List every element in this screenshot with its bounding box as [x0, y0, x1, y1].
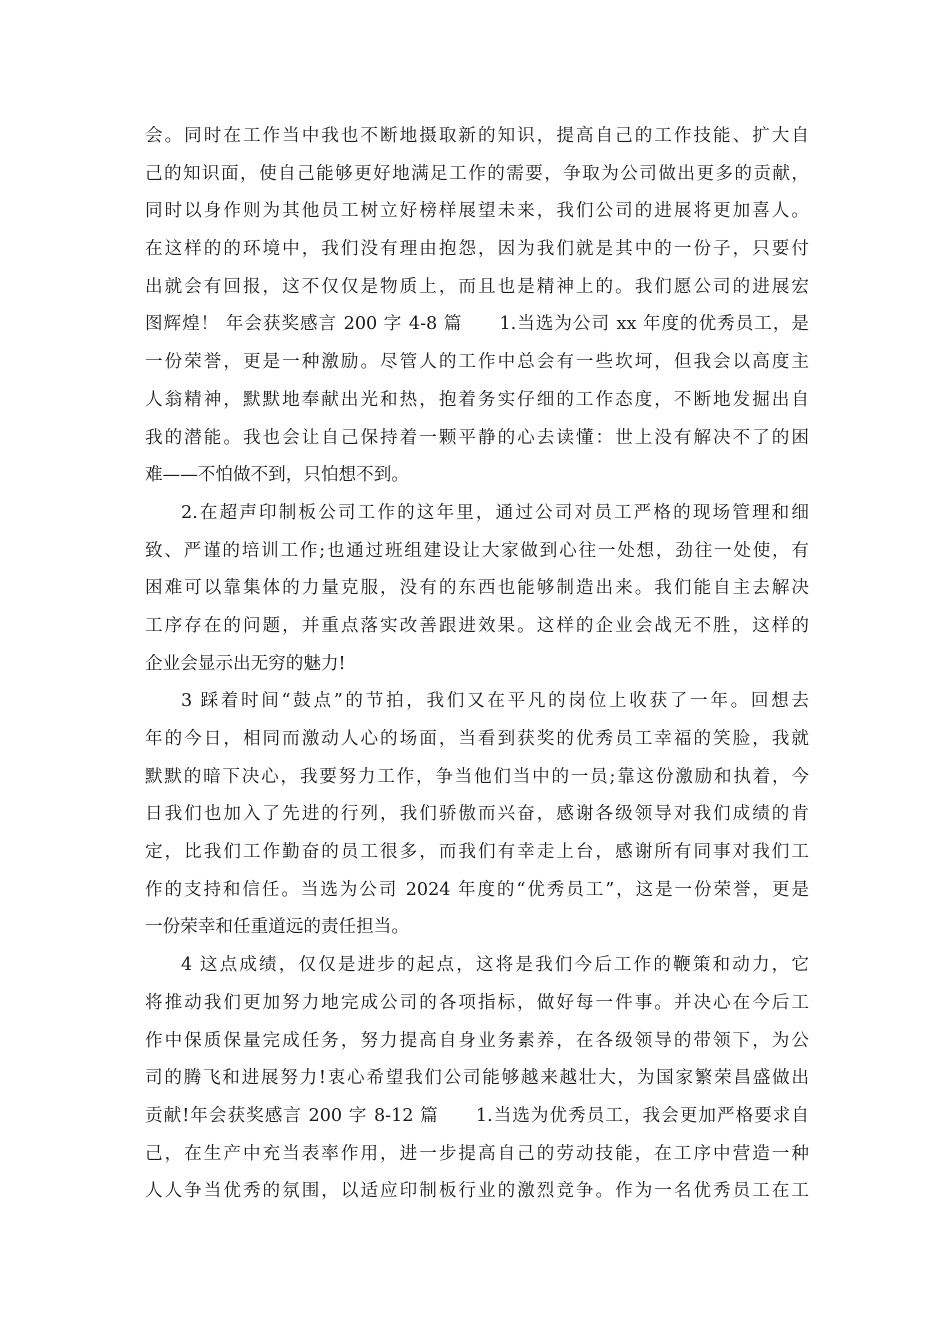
document-body [145, 118, 809, 1211]
text-line: 贡献!年会获奖感言 200 字 8-12 篇 1.当选为优秀员工，我会更加严格要求自 [145, 1105, 809, 1126]
text-line: 定，比我们工作勤奋的员工很多，而我们有幸走上台，感谢所有同事对我们工 [145, 842, 809, 863]
text-line: 难——不怕做不到，只怕想不到。 [145, 465, 409, 486]
text-line: 工序存在的问题，并重点落实改善跟进效果。这样的企业会战无不胜，这样的 [145, 615, 809, 636]
text-line: 2.在超声印制板公司工作的这年里，通过公司对员工严格的现场管理和细 [181, 502, 809, 523]
text-line: 企业会显示出无穷的魅力! [145, 653, 346, 674]
text-line: 一份荣幸和任重道远的责任担当。 [145, 917, 409, 938]
text-line: 我的潜能。我也会让自己保持着一颗平静的心去读懂：世上没有解决不了的困 [145, 427, 809, 448]
text-line: 会。同时在工作当中我也不断地摄取新的知识，提高自己的工作技能、扩大自 [145, 126, 809, 146]
text-line: 司的腾飞和进展努力!衷心希望我们公司能够越来越壮大，为国家繁荣昌盛做出 [145, 1068, 809, 1089]
text-line: 在这样的的环境中，我们没有理由抱怨，因为我们就是其中的一份子，只要付 [145, 239, 809, 260]
text-line: 默默的暗下决心，我要努力工作，争当他们当中的一员;靠这份激励和执着，今 [145, 766, 809, 787]
text-line: 人人争当优秀的氛围，以适应印制板行业的激烈竞争。作为一名优秀员工在工 [145, 1181, 809, 1202]
text-line: 困难可以靠集体的力量克服，没有的东西也能够制造出来。我们能自主去解决 [145, 578, 809, 599]
text-line: 出就会有回报，这不仅仅是物质上，而且也是精神上的。我们愿公司的进展宏 [145, 276, 809, 297]
text-line: 将推动我们更加努力地完成公司的各项指标，做好每一件事。并决心在今后工 [145, 992, 809, 1013]
text-line: 年的今日，相同而激动人心的场面，当看到获奖的优秀员工幸福的笑脸，我就 [145, 729, 809, 749]
text-line: 作的支持和信任。当选为公司 2024 年度的“优秀员工”，这是一份荣誉，更是 [145, 879, 809, 900]
text-line: 图辉煌！ 年会获奖感言 200 字 4-8 篇 1.当选为公司 xx 年度的优秀员工，是 [145, 314, 809, 335]
text-line: 己的知识面，使自己能够更好地满足工作的需要，争取为公司做出更多的贡献， [145, 163, 809, 184]
text-line: 己，在生产中充当表率作用，进一步提高自己的劳动技能，在工序中营造一种 [145, 1143, 809, 1164]
text-line: 日我们也加入了先进的行列，我们骄傲而兴奋，感谢各级领导对我们成绩的肯 [145, 804, 809, 825]
text-line: 一份荣誉，更是一种激励。尽管人的工作中总会有一些坎坷，但我会以高度主 [145, 352, 809, 373]
text-line: 同时以身作则为其他员工树立好榜样展望未来，我们公司的进展将更加喜人。 [145, 201, 809, 222]
text-line: 作中保质保量完成任务，努力提高自身业务素养，在各级领导的带领下，为公 [145, 1030, 809, 1051]
text-line: 致、严谨的培训工作;也通过班组建设让大家做到心往一处想，劲往一处使，有 [145, 540, 809, 561]
text-line: 3 踩着时间“鼓点”的节拍，我们又在平凡的岗位上收获了一年。回想去 [181, 691, 809, 712]
text-line: 人翁精神，默默地奉献出光和热，抱着务实仔细的工作态度，不断地发掘出自 [145, 389, 809, 410]
text-line: 4 这点成绩，仅仅是进步的起点，这将是我们今后工作的鞭策和动力，它 [181, 955, 809, 976]
